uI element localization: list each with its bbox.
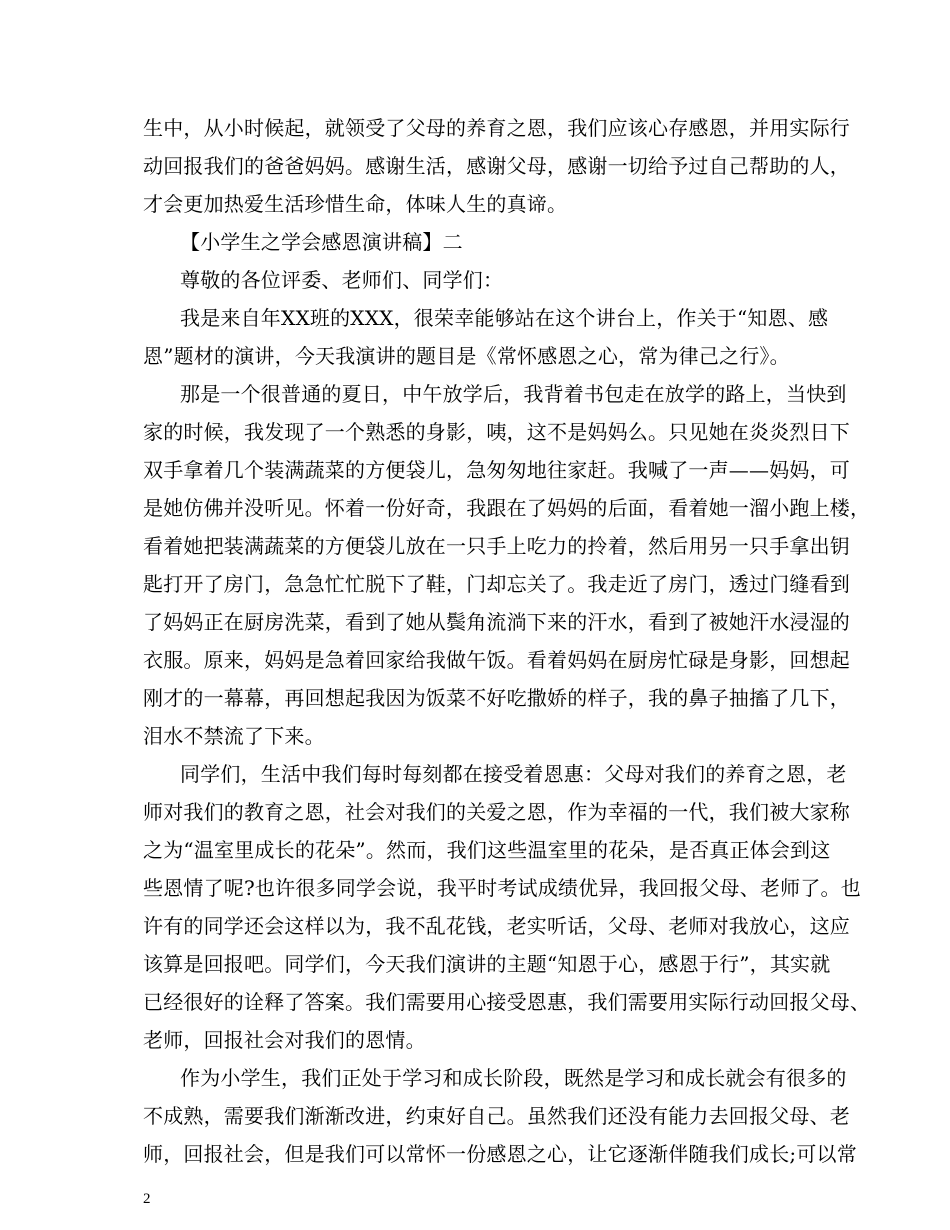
text-line: 老师，回报社会对我们的恩情。 [143, 1028, 426, 1052]
text-line: 不成熟，需要我们渐渐改进，约束好自己。虽然我们还没有能力去回报父母、老 [143, 1104, 850, 1128]
text-line: 些恩情了呢?也许很多同学会说，我平时考试成绩优异，我回报父母、老师了。也 [143, 876, 861, 900]
text-line: 生中，从小时候起，就领受了父母的养育之恩，我们应该心存感恩，并用实际行 [143, 116, 850, 140]
text-line: 双手拿着几个装满蔬菜的方便袋儿，急匆匆地往家赶。我喊了一声——妈妈，可 [143, 458, 850, 482]
text-line: 刚才的一幕幕，再回想起我因为饭菜不好吃撒娇的样子，我的鼻子抽搐了几下， [143, 686, 850, 710]
text-line: 家的时候，我发现了一个熟悉的身影，咦，这不是妈妈么。只见她在炎炎烈日下 [143, 420, 850, 444]
page-number: 2 [143, 1191, 151, 1207]
text-line: 师对我们的教育之恩，社会对我们的关爱之恩，作为幸福的一代，我们被大家称 [143, 800, 850, 824]
text-line: 了妈妈正在厨房洗菜，看到了她从鬓角流淌下来的汗水，看到了被她汗水浸湿的 [143, 610, 850, 634]
text-line: 那是一个很普通的夏日，中午放学后，我背着书包走在放学的路上，当快到 [180, 382, 847, 406]
section-heading: 【小学生之学会感恩演讲稿】二 [180, 230, 463, 254]
text-line: 衣服。原来，妈妈是急着回家给我做午饭。看着妈妈在厨房忙碌是身影，回想起 [143, 648, 850, 672]
text-line: 作为小学生，我们正处于学习和成长阶段，既然是学习和成长就会有很多的 [180, 1066, 847, 1090]
text-line: 恩”题材的演讲，今天我演讲的题目是《常怀感恩之心，常为律己之行》。 [143, 344, 790, 368]
text-line: 我是来自年XX班的XXX，很荣幸能够站在这个讲台上，作关于“知恩、感 [180, 306, 829, 330]
text-line: 师，回报社会，但是我们可以常怀一份感恩之心，让它逐渐伴随我们成长;可以常 [143, 1142, 857, 1166]
text-line: 匙打开了房门，急急忙忙脱下了鞋，门却忘关了。我走近了房门，透过门缝看到 [143, 572, 850, 596]
salutation: 尊敬的各位评委、老师们、同学们： [180, 268, 504, 292]
text-line: 泪水不禁流了下来。 [143, 724, 325, 748]
text-line: 看着她把装满蔬菜的方便袋儿放在一只手上吃力的拎着，然后用另一只手拿出钥 [143, 534, 850, 558]
text-line: 该算是回报吧。同学们，今天我们演讲的主题“知恩于心，感恩于行”，其实就 [143, 952, 831, 976]
text-line: 才会更加热爱生活珍惜生命，体味人生的真谛。 [143, 192, 568, 216]
text-line: 是她仿佛并没听见。怀着一份好奇，我跟在了妈妈的后面，看着她一溜小跑上楼， [143, 496, 871, 520]
text-line: 之为“温室里成长的花朵”。然而，我们这些温室里的花朵，是否真正体会到这 [143, 838, 831, 862]
text-line: 已经很好的诠释了答案。我们需要用心接受恩惠，我们需要用实际行动回报父母、 [143, 990, 871, 1014]
text-line: 同学们，生活中我们每时每刻都在接受着恩惠：父母对我们的养育之恩，老 [180, 762, 847, 786]
text-line: 许有的同学还会这样以为，我不乱花钱，老实听话，父母、老师对我放心，这应 [143, 914, 850, 938]
text-line: 动回报我们的爸爸妈妈。感谢生活，感谢父母，感谢一切给予过自己帮助的人， [143, 154, 850, 178]
